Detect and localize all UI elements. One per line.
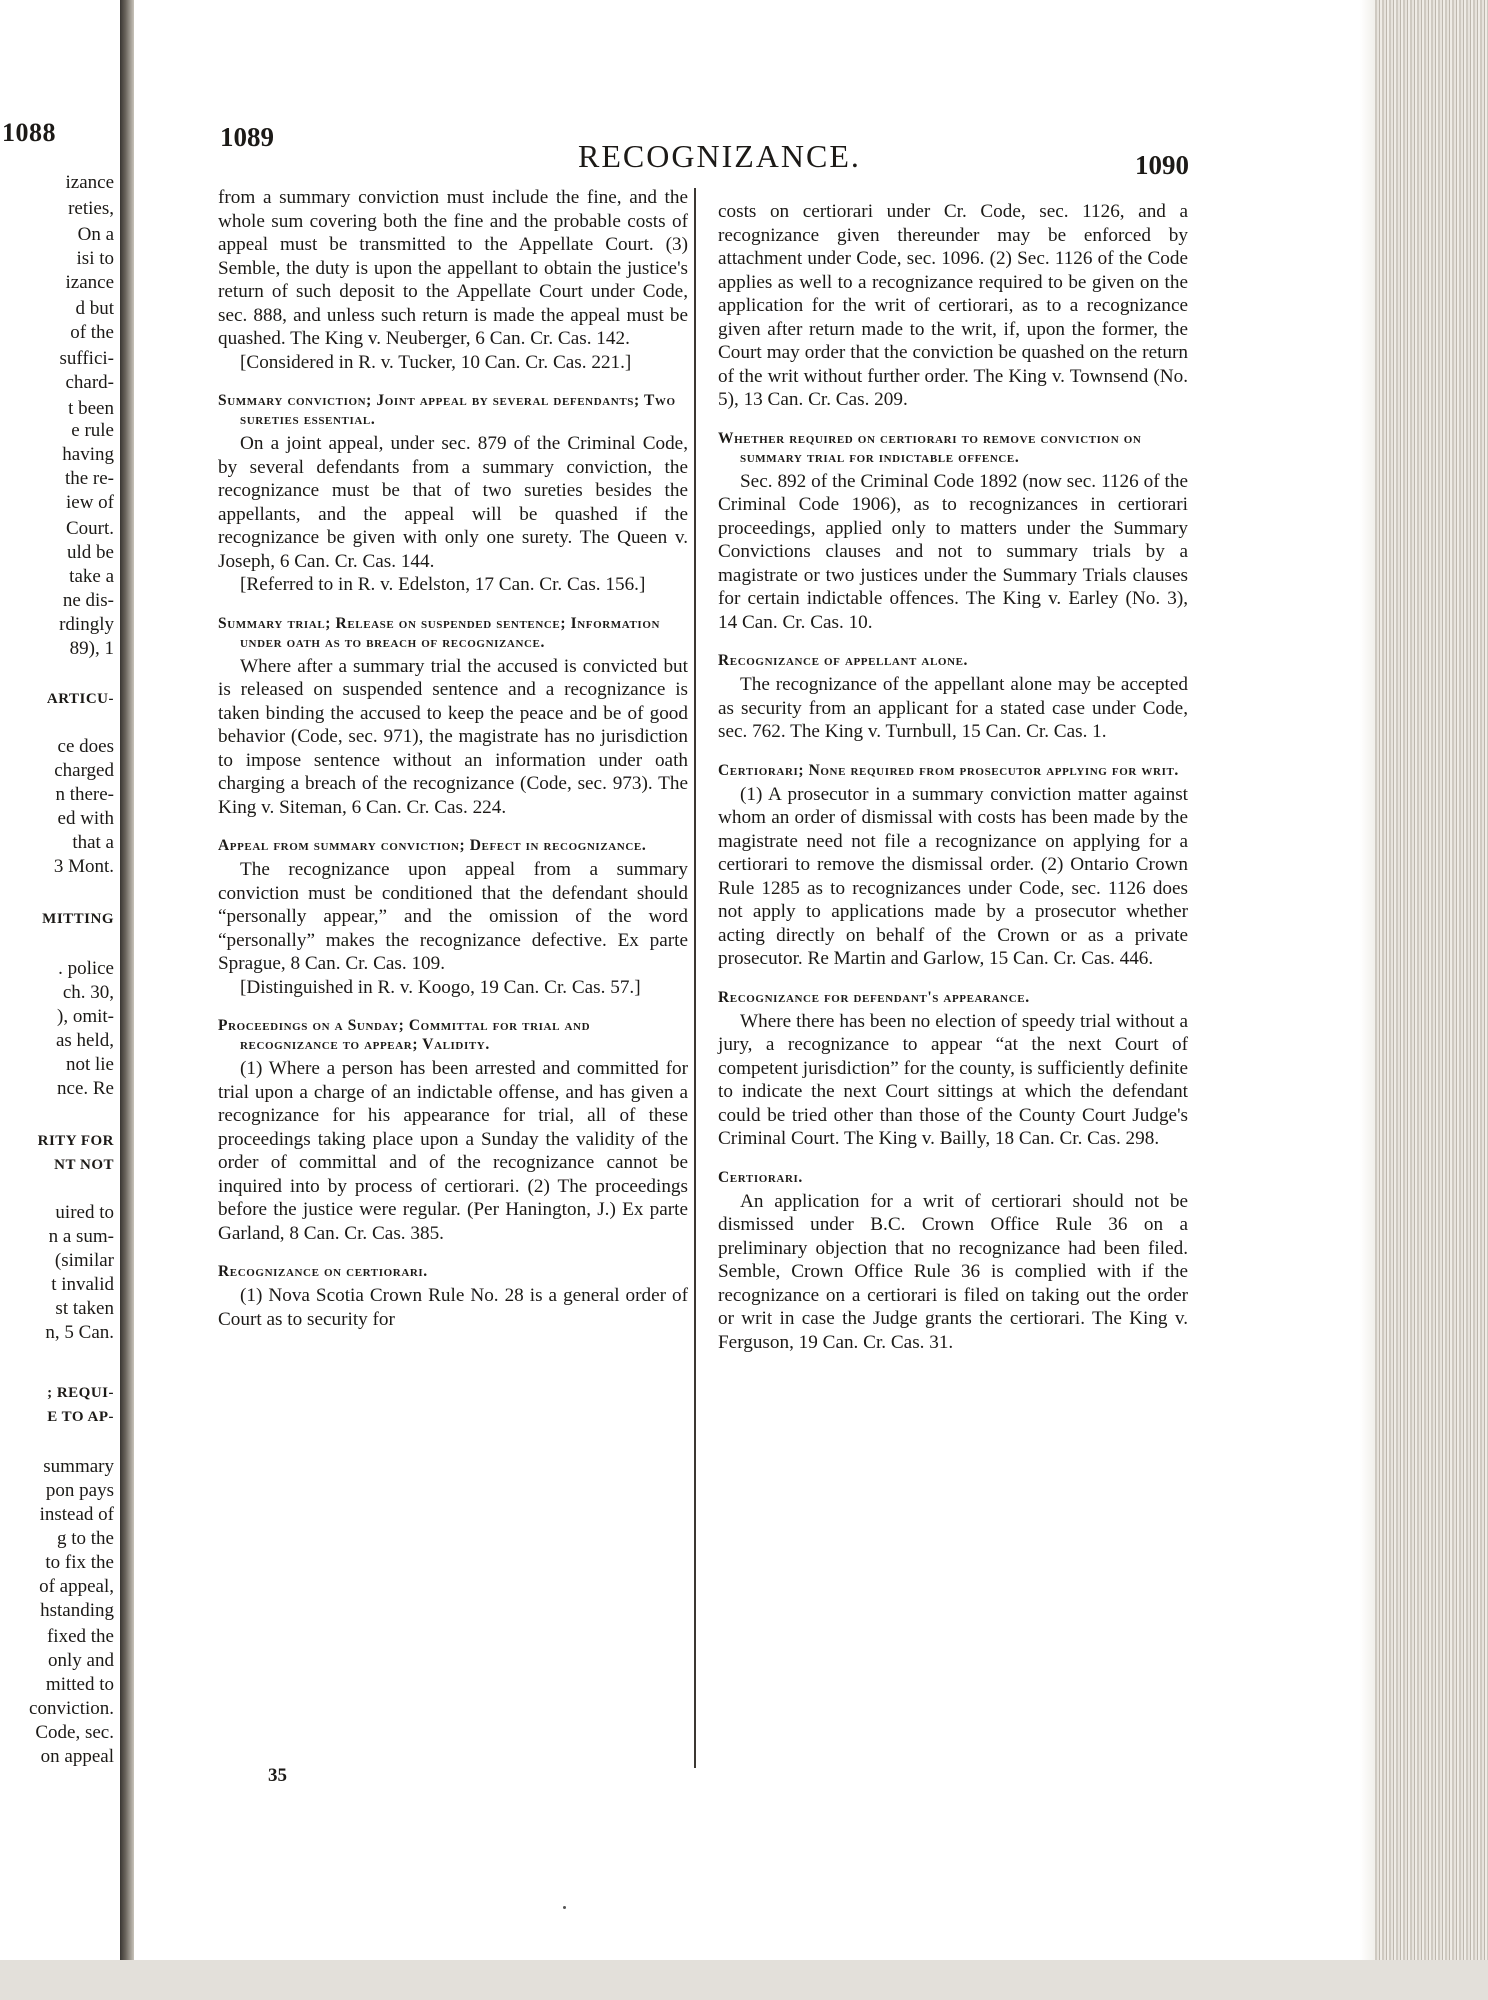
previous-page-fragment: ed with: [57, 808, 114, 829]
section-heading: Recognizance on certiorari.: [218, 1263, 428, 1280]
previous-page-fragment: to fix the: [45, 1552, 114, 1573]
right-column: [718, 200, 1188, 1354]
previous-page-fragment: t been: [68, 398, 114, 419]
previous-page-fragment: e rule: [71, 420, 114, 441]
previous-page-fragment: of appeal,: [39, 1576, 114, 1597]
previous-page-fragment: 89), 1: [69, 638, 114, 659]
previous-page-fragment: take a: [69, 566, 114, 587]
previous-page-fragment: izance: [65, 272, 114, 293]
left-column: [218, 186, 688, 1331]
previous-page-fragment: only and: [48, 1650, 114, 1671]
previous-page-fragment: conviction.: [29, 1698, 114, 1719]
previous-page-fragment: MITTING: [42, 911, 114, 927]
previous-page-fragment: on appeal: [40, 1746, 114, 1767]
previous-page-fragment: iew of: [65, 492, 114, 513]
signature-mark: 35: [268, 1765, 287, 1786]
previous-page-number: 1088: [2, 118, 56, 147]
section-body: Where there has been no election of speedy trial without a jury, a recognizance to appear “at the next Court of competent jurisdiction” for the county, is sufficiently definite to indicate the next Court sittings at which the defendant could be tried other than those of the County Court Judge's Criminal Court. The King v. Bailly, 18 Can. Cr. Cas. 298.: [718, 1010, 1188, 1149]
citation-note: [Distinguished in R. v. Koogo, 19 Can. Cr. Cas. 57.]: [240, 976, 641, 998]
section-body: The recognizance upon appeal from a summary conviction must be conditioned that the defendant should “personally appear,” and the omission of the word “personally” makes the recognizance defective. Ex parte Sprague, 8 Can. Cr. Cas. 109.: [218, 859, 688, 974]
previous-page-fragment: n a sum-: [48, 1226, 114, 1247]
section-body: Where after a summary trial the accused is convicted but is released on suspended sentence and a recognizance is taken binding the accused to keep the peace and be of good behavior (Code, sec. 971), the magistrate has no jurisdiction to impose sentence without an information under oath charging a breach of the recognizance (Code, sec. 973). The King v. Siteman, 6 Can. Cr. Cas. 224.: [218, 655, 688, 818]
previous-page-fragment: t invalid: [51, 1274, 114, 1295]
section-body: (1) A prosecutor in a summary conviction matter against whom an order of dismissal with costs has been made by the magistrate need not file a recognizance on applying for a certiorari to remove the dismissal order. (2) Ontario Crown Rule 1285 as to recognizances under Code, sec. 1126 does not apply to applications made by a prosecutor whether acting directly on behalf of the Crown or as a private prosecutor. Re Martin and Garlow, 15 Can. Cr. Cas. 446.: [718, 783, 1188, 969]
left-page-number: 1089: [220, 122, 274, 152]
previous-page-fragment: ), omit-: [57, 1006, 114, 1027]
section-body: Sec. 892 of the Criminal Code 1892 (now sec. 1126 of the Criminal Code 1906), as to recognizances in certiorari proceedings, applied only to matters under the Summary Convictions clauses and not to summary trials by a magistrate or two justices under the Summary Trials clauses for certain indictable offences. The King v. Earley (No. 3), 14 Can. Cr. Cas. 10.: [718, 470, 1188, 633]
previous-page-fragment: charged: [54, 760, 114, 781]
previous-page-fragment: the re-: [64, 468, 114, 489]
previous-page-fragment: rdingly: [59, 614, 114, 635]
previous-page-fragment: RITY FOR: [37, 1133, 114, 1149]
section-body: (1) Nova Scotia Crown Rule No. 28 is a general order of Court as to security for: [218, 1285, 688, 1330]
section-heading: Summary conviction; Joint appeal by several defendants; Two sureties essential.: [218, 392, 676, 428]
previous-page-fragment: st taken: [55, 1298, 114, 1319]
citation-note: [Referred to in R. v. Edelston, 17 Can. Cr. Cas. 156.]: [240, 574, 646, 595]
continued-paragraph: costs on certiorari under Cr. Code, sec. 1126, and a recognizance given thereunder may be enforced by attachment under Code, sec. 1096. (2) Sec. 1126 of the Code applies as well to a recognizance required to be given on the application for the writ of certiorari, as to a recognizance given after return made to the writ, if, upon the former, the Court may order that the conviction be quashed on the return of the writ without further order. The King v. Townsend (No. 5), 13 Can. Cr. Cas. 209.: [718, 201, 1188, 410]
previous-page-fragment: isi to: [76, 248, 114, 269]
column-divider: [694, 188, 696, 1768]
previous-page-margin: [0, 0, 118, 1960]
previous-page-fragment: ce does: [57, 736, 114, 757]
previous-page-fragment: hstanding: [40, 1600, 114, 1621]
previous-page-fragment: NT NOT: [54, 1157, 114, 1173]
section-heading: Recognizance of appellant alone.: [718, 652, 969, 669]
previous-page-fragment: n there-: [55, 784, 114, 805]
section-body: (1) Where a person has been arrested and committed for trial upon a charge of an indictable offense, and has given a recognizance for his appearance for trial, all of these proceedings taking place upon a Sunday the validity of the order of committal and of the recognizance cannot be inquired into by process of certiorari. (2) The proceedings before the justice were regular. (Per Hanington, J.) Ex parte Garland, 8 Can. Cr. Cas. 385.: [218, 1058, 688, 1244]
previous-page-fragment: instead of: [39, 1504, 114, 1525]
previous-page-fragment: Code, sec.: [35, 1722, 114, 1743]
previous-page-fragment: n, 5 Can.: [45, 1322, 114, 1343]
previous-page-fragment: mitted to: [45, 1674, 114, 1695]
previous-page-fragment: ch. 30,: [62, 982, 114, 1003]
previous-page-fragment: izance: [65, 172, 114, 193]
previous-page-fragment: reties,: [68, 198, 114, 219]
scan-speck: [563, 1906, 566, 1909]
section-heading: Summary trial; Release on suspended sentence; Information under oath as to breach of recognizance.: [218, 614, 661, 651]
previous-page-fragment: Court.: [65, 518, 114, 539]
previous-page-fragment: chard-: [65, 372, 114, 393]
section-heading: Whether required on certiorari to remove conviction on summary trial for indictable offence.: [718, 429, 1142, 466]
previous-page-fragment: E TO AP-: [47, 1409, 114, 1425]
section-body: The recognizance of the appellant alone may be accepted as security from an applicant for a stated case under Code, sec. 762. The King v. Turnbull, 15 Can. Cr. Cas. 1.: [718, 674, 1188, 742]
previous-page-fragment: ne dis-: [62, 590, 114, 611]
previous-page-fragment: 3 Mont.: [53, 856, 114, 877]
previous-page-fragment: g to the: [57, 1528, 114, 1549]
running-head-title: RECOGNIZANCE.: [578, 138, 861, 174]
previous-page-fragment: suffici-: [59, 348, 114, 369]
previous-page-fragment: . police: [58, 958, 114, 979]
previous-page-fragment: not lie: [65, 1054, 114, 1075]
previous-page-fragment: ARTICU-: [46, 691, 114, 707]
previous-page-fragment: uld be: [67, 542, 114, 563]
section-heading: Proceedings on a Sunday; Committal for trial and recognizance to appear; Validity.: [218, 1017, 591, 1053]
page-edges: [1375, 0, 1488, 1960]
previous-page-fragment: ; REQUI-: [47, 1385, 114, 1401]
previous-page-fragment: of the: [70, 322, 114, 343]
previous-page-fragment: fixed the: [46, 1626, 114, 1647]
previous-page-fragment: d but: [75, 298, 114, 319]
section-body: An application for a writ of certiorari should not be dismissed under B.C. Crown Office Rule 36 on a preliminary objection that no recognizance had been filed. Semble, Crown Office Rule 36 is complied with if the recognizance on a certiorari is filed on taking out the order or writ in case the Judge grants the certiorari. The King v. Ferguson, 19 Can. Cr. Cas. 31.: [718, 1190, 1188, 1353]
citation-note: [Considered in R. v. Tucker, 10 Can. Cr. Cas. 221.]: [240, 351, 632, 373]
previous-page-fragment: summary: [43, 1456, 114, 1477]
previous-page-fragment: as held,: [55, 1030, 114, 1051]
previous-page-fragment: that a: [72, 832, 114, 853]
book-gutter: [120, 0, 134, 1960]
section-body: On a joint appeal, under sec. 879 of the Criminal Code, by several defendants from a summary conviction, the recognizance must be that of two sureties besides the appellants, and the appeal will be quashed if the recognizance be given with only one surety. The Queen v. Joseph, 6 Can. Cr. Cas. 144.: [218, 433, 688, 572]
previous-page-fragment: On a: [77, 224, 114, 245]
right-page-number: 1090: [1135, 150, 1189, 180]
previous-page-fragment: uired to: [55, 1202, 114, 1223]
section-heading: Appeal from summary conviction; Defect in recognizance.: [218, 837, 647, 854]
scan-bottom-margin: [0, 1960, 1488, 2000]
section-heading: Certiorari; None required from prosecutor applying for writ.: [718, 761, 1179, 779]
section-heading: Recognizance for defendant's appearance.: [718, 988, 1030, 1006]
previous-page-fragment: (similar: [54, 1250, 114, 1271]
previous-page-fragment: pon pays: [45, 1480, 114, 1501]
section-heading: Certiorari.: [718, 1168, 803, 1186]
previous-page-fragment: nce. Re: [57, 1078, 114, 1099]
previous-page-fragment: having: [62, 444, 114, 465]
continued-paragraph: from a summary conviction must include the fine, and the whole sum covering both the fine and the probable costs of appeal must be transmitted to the Appellate Court. (3) Semble, the duty is upon the appellant to obtain the justice's return of such deposit to the Appellate Court under Code, sec. 888, and unless such return is made the appeal must be quashed. The King v. Neuberger, 6 Can. Cr. Cas. 142.: [218, 187, 688, 349]
